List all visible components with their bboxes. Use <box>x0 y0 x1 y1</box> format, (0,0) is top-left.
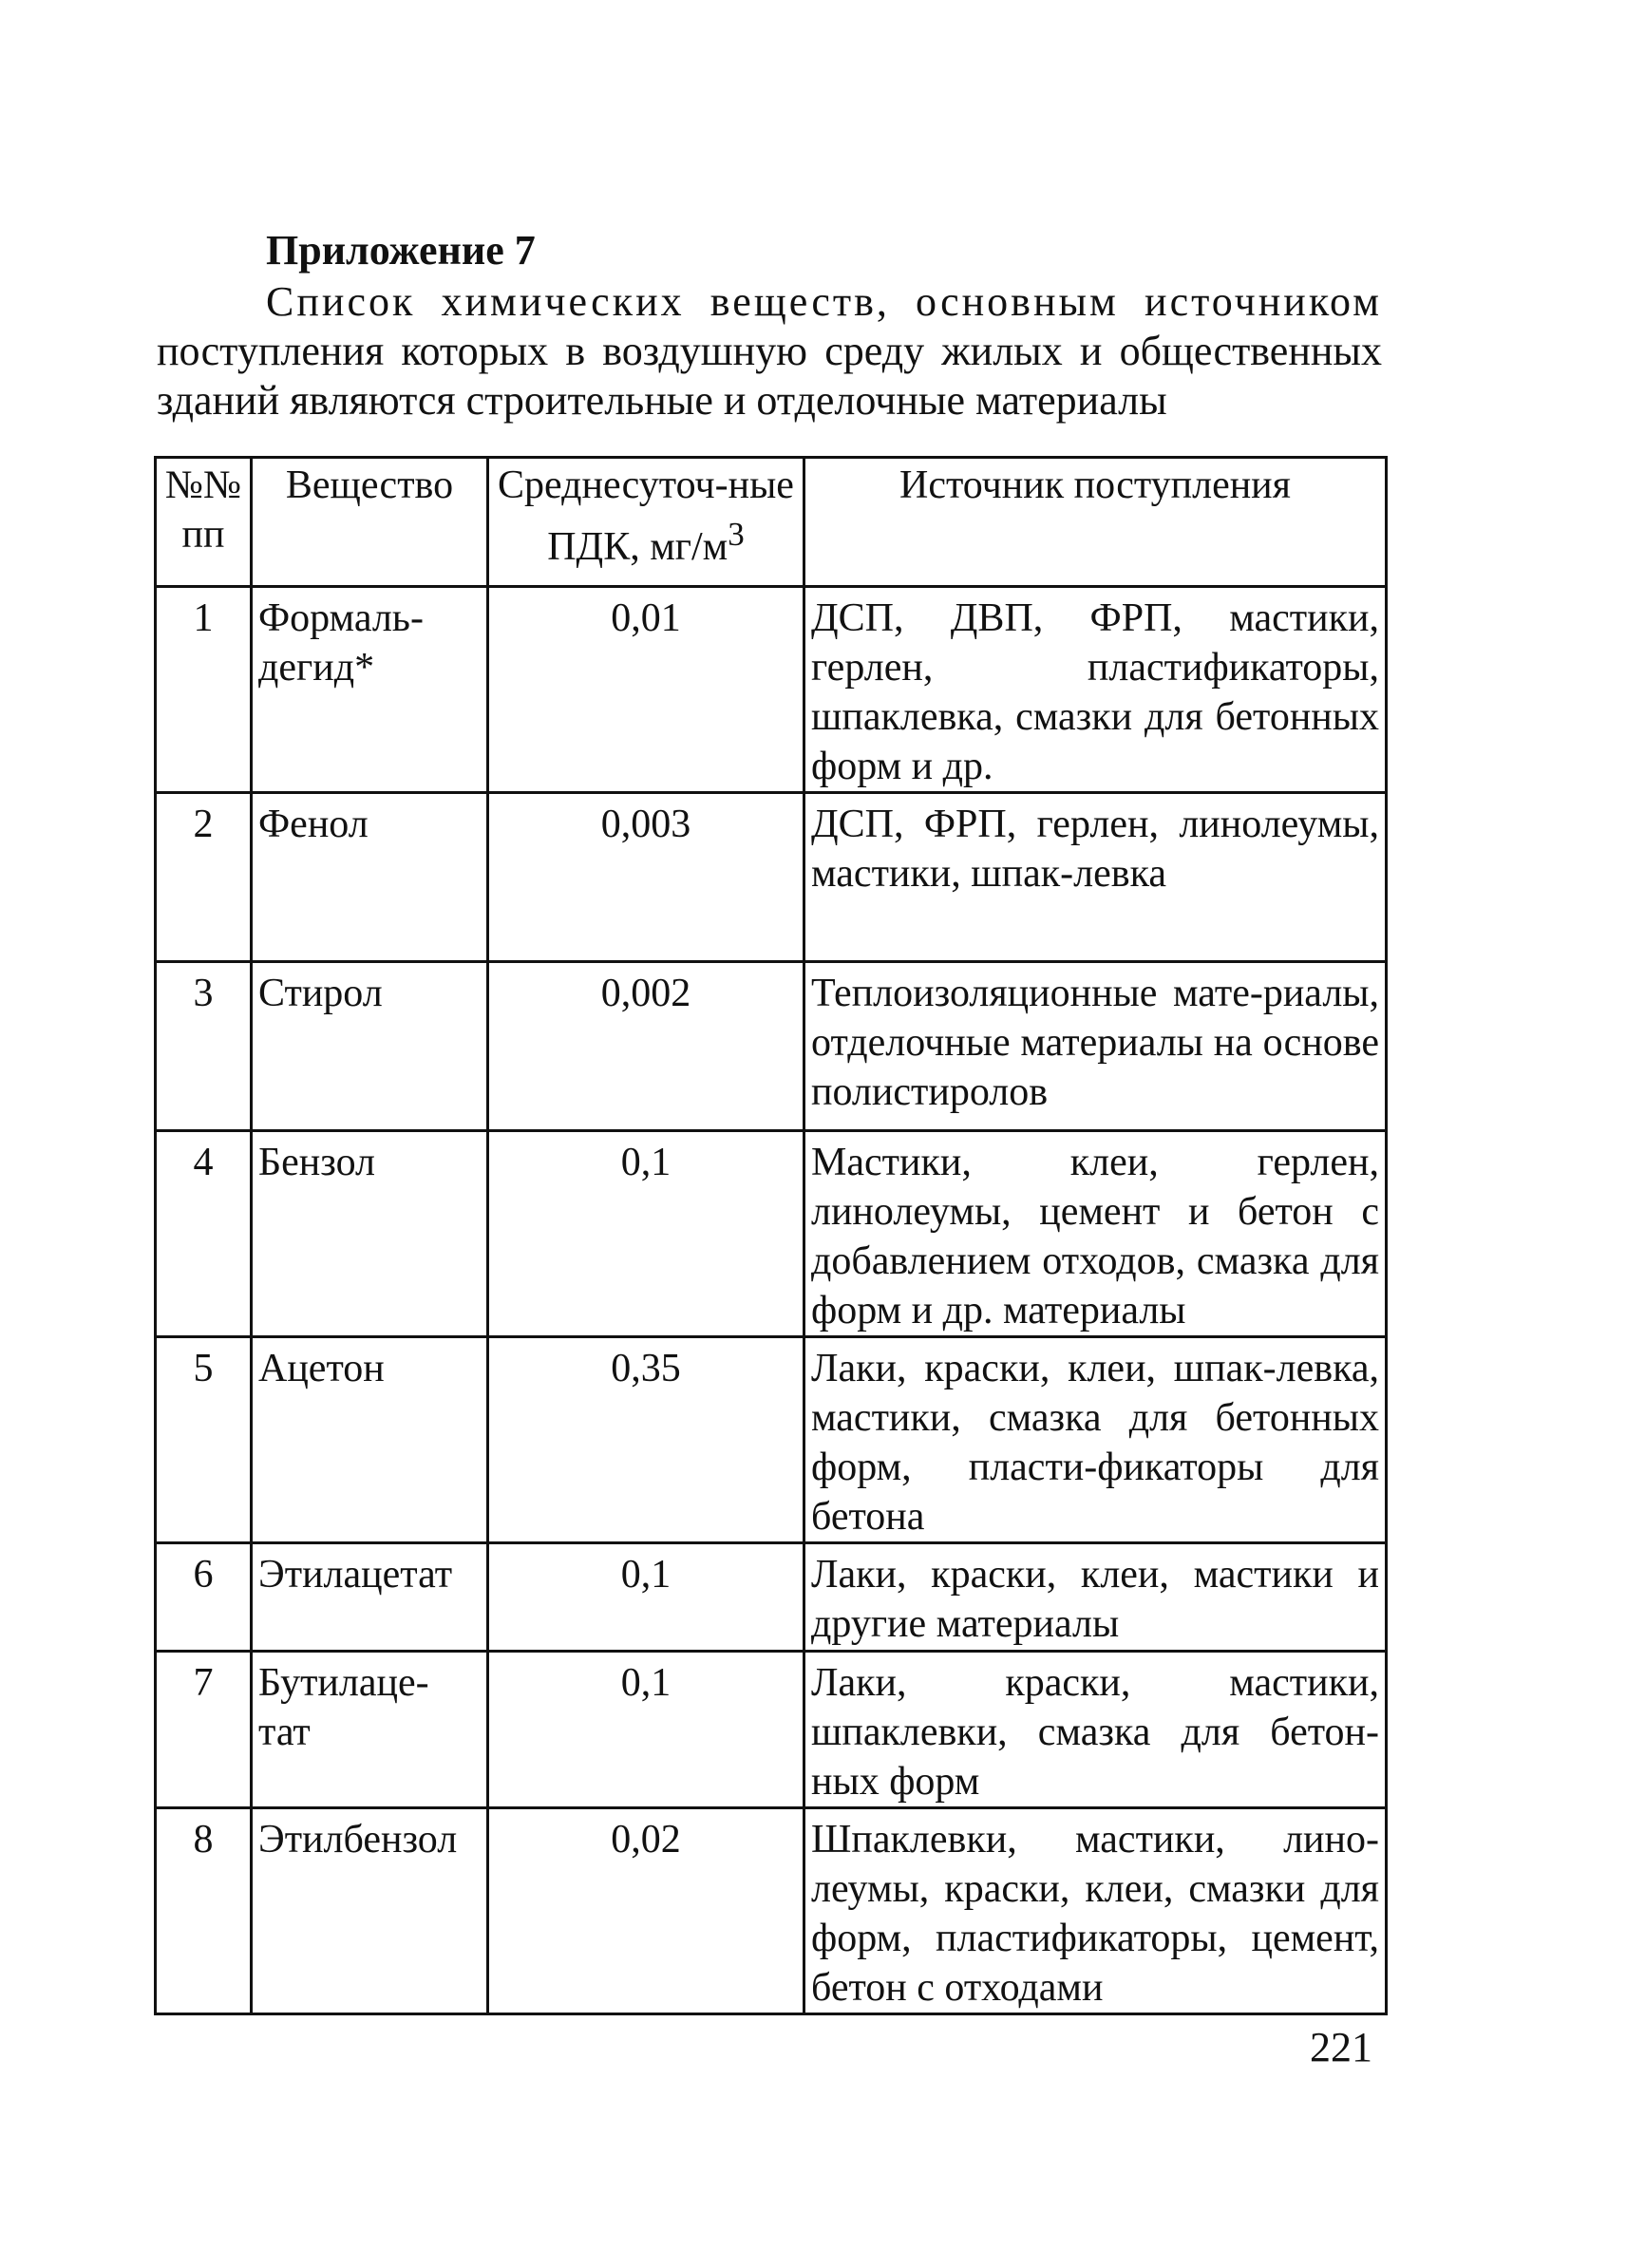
row-number: 2 <box>156 793 252 962</box>
pdk-value: 0,02 <box>488 1808 804 2014</box>
header-pdk-text: Среднесуточ-ные ПДК, мг/м <box>498 463 794 569</box>
row-number: 8 <box>156 1808 252 2014</box>
substances-table <box>154 456 1388 2015</box>
table-row <box>156 1808 1387 2014</box>
substance-name: Ацетон <box>252 1337 488 1543</box>
emission-source: Лаки, краски, клеи, шпак-левка, мастики, смазка для бетонных форм, пласти-фикаторы для бетона <box>804 1337 1387 1543</box>
pdk-value: 0,35 <box>488 1337 804 1543</box>
table-row <box>156 1543 1387 1652</box>
header-pdk <box>488 458 804 587</box>
emission-source: ДСП, ФРП, герлен, линолеумы, мастики, шпак-левка <box>804 793 1387 962</box>
table-caption <box>157 277 1382 425</box>
pdk-value: 0,1 <box>488 1131 804 1337</box>
table-row <box>156 1652 1387 1808</box>
row-number: 5 <box>156 1337 252 1543</box>
header-substance: Вещество <box>252 458 488 587</box>
header-number <box>156 458 252 587</box>
table-row <box>156 1131 1387 1337</box>
emission-source: Шпаклевки, мастики, лино-леумы, краски, клеи, смазки для форм, пластификаторы, цемент, бетон с отходами <box>804 1808 1387 2014</box>
emission-source: Лаки, краски, мастики, шпаклевки, смазка для бетон-ных форм <box>804 1652 1387 1808</box>
row-number: 3 <box>156 962 252 1131</box>
table-row <box>156 793 1387 962</box>
header-source: Источник поступления <box>804 458 1387 587</box>
pdk-value: 0,1 <box>488 1543 804 1652</box>
substance-name: Стирол <box>252 962 488 1131</box>
pdk-value: 0,002 <box>488 962 804 1131</box>
row-number: 4 <box>156 1131 252 1337</box>
caption-line-1: Список химических веществ, основным источником <box>266 278 1382 325</box>
table-header-row <box>156 458 1387 587</box>
header-number-line-2: пп <box>181 513 225 557</box>
table-row <box>156 962 1387 1131</box>
emission-source: Теплоизоляционные мате-риалы, отделочные материалы на основе полистиролов <box>804 962 1387 1131</box>
substance-name: Бутилаце-тат <box>252 1652 488 1808</box>
emission-source: Мастики, клеи, герлен, линолеумы, цемент и бетон с добавлением отходов, смазка для форм и др. материалы <box>804 1131 1387 1337</box>
substance-name: Этилацетат <box>252 1543 488 1652</box>
appendix-heading: Приложение 7 <box>266 227 536 274</box>
substance-name: Этилбензол <box>252 1808 488 2014</box>
header-pdk-superscript: 3 <box>728 516 745 553</box>
pdk-value: 0,003 <box>488 793 804 962</box>
substance-name: Бензол <box>252 1131 488 1337</box>
page-number: 221 <box>1310 2024 1372 2070</box>
substance-name: Формаль-дегид* <box>252 587 488 793</box>
header-number-line-1: №№ <box>164 463 242 507</box>
substance-name: Фенол <box>252 793 488 962</box>
table-row <box>156 1337 1387 1543</box>
caption-continuation: поступления которых в воздушную среду жилых и общественных зданий являются строительные и отделочные материалы <box>157 328 1382 424</box>
row-number: 7 <box>156 1652 252 1808</box>
table-row <box>156 587 1387 793</box>
row-number: 6 <box>156 1543 252 1652</box>
pdk-value: 0,1 <box>488 1652 804 1808</box>
emission-source: Лаки, краски, клеи, мастики и другие материалы <box>804 1543 1387 1652</box>
pdk-value: 0,01 <box>488 587 804 793</box>
row-number: 1 <box>156 587 252 793</box>
emission-source: ДСП, ДВП, ФРП, мастики, герлен, пластификаторы, шпаклевка, смазки для бетонных форм и др. <box>804 587 1387 793</box>
